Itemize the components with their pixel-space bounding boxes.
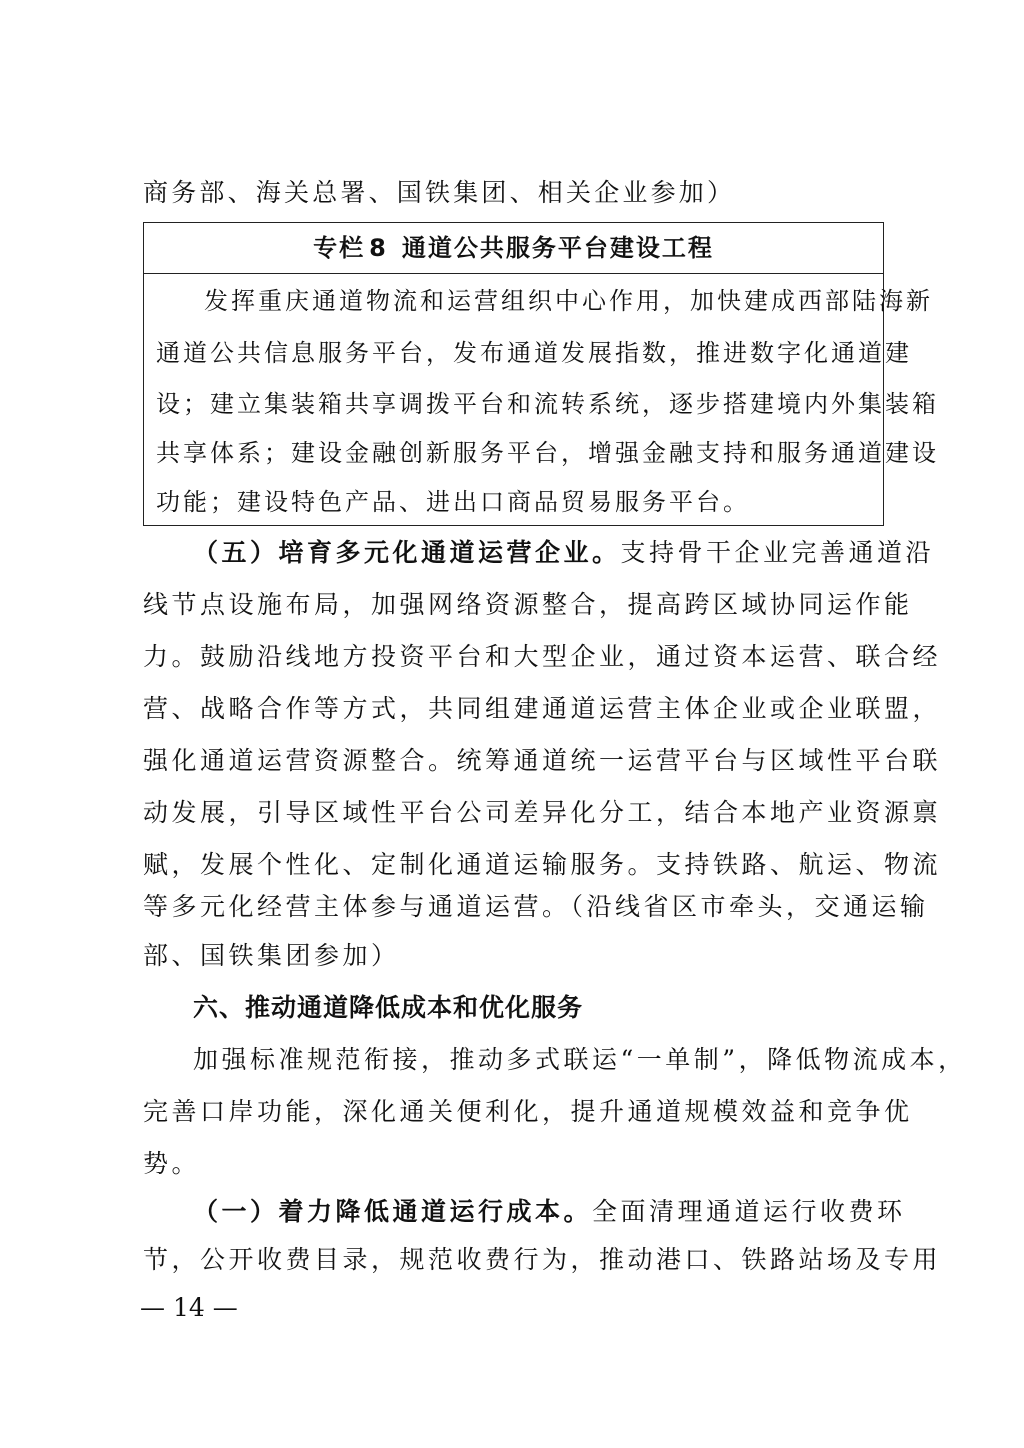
paragraph-line: 部、国铁集团参加） <box>143 941 400 970</box>
paragraph-line: 等多元化经营主体参与通道运营。（沿线省区市牵头，交通运输 <box>143 892 929 921</box>
paragraph-line: 强化通道运营资源整合。统筹通道统一运营平台与区域性平台联 <box>143 746 942 775</box>
section-heading: （五）培育多元化通道运营企业。 <box>193 538 621 567</box>
paragraph-line: 线节点设施布局，加强网络资源整合，提高跨区域协同运作能 <box>143 590 913 619</box>
section-first-line <box>193 1192 906 1232</box>
box-line: 通道公共信息服务平台，发布通道发展指数，推进数字化通道建 <box>156 339 912 367</box>
box-line: 设；建立集装箱共享调拨平台和流转系统，逐步搭建境内外集装箱 <box>156 390 939 418</box>
section-heading: （一）着力降低通道运行成本。 <box>193 1197 593 1226</box>
box-line: 共享体系；建设金融创新服务平台，增强金融支持和服务通道建设 <box>156 439 939 467</box>
page-number: — 14 — <box>140 1293 238 1322</box>
paragraph-text: 支持骨干企业完善通道沿 <box>620 538 935 567</box>
paragraph-line: 力。鼓励沿线地方投资平台和大型企业，通过资本运营、联合经 <box>143 642 942 671</box>
section-heading: 六、推动通道降低成本和优化服务 <box>193 993 584 1022</box>
paragraph-line: 商务部、海关总署、国铁集团、相关企业参加） <box>143 178 736 207</box>
box-line: 功能；建设特色产品、进出口商品贸易服务平台。 <box>156 488 750 516</box>
box-title-text: 通道公共服务平台建设工程 <box>401 234 714 262</box>
paragraph-line: 营、战略合作等方式，共同组建通道运营主体企业或企业联盟， <box>143 694 942 723</box>
box-title-number: 8 <box>369 234 388 262</box>
box-title-prefix: 专栏 <box>313 234 366 262</box>
box-title <box>144 223 883 274</box>
paragraph-text: 全面清理通道运行收费环 <box>592 1197 906 1226</box>
paragraph-line: 势。 <box>143 1149 201 1178</box>
paragraph-line: 完善口岸功能，深化通关便利化，提升通道规模效益和竞争优 <box>143 1097 913 1126</box>
box-line: 发挥重庆通道物流和运营组织中心作用，加快建成西部陆海新 <box>204 287 933 315</box>
paragraph-line: 赋，发展个性化、定制化通道运输服务。支持铁路、航运、物流 <box>143 850 942 879</box>
section-first-line <box>193 533 935 573</box>
feature-box <box>143 222 939 526</box>
paragraph-line: 节，公开收费目录，规范收费行为，推动港口、铁路站场及专用 <box>143 1245 942 1274</box>
paragraph-line: 加强标准规范衔接，推动多式联运“一单制”，降低物流成本， <box>193 1045 967 1074</box>
paragraph-line: 动发展，引导区域性平台公司差异化分工，结合本地产业资源禀 <box>143 798 942 827</box>
